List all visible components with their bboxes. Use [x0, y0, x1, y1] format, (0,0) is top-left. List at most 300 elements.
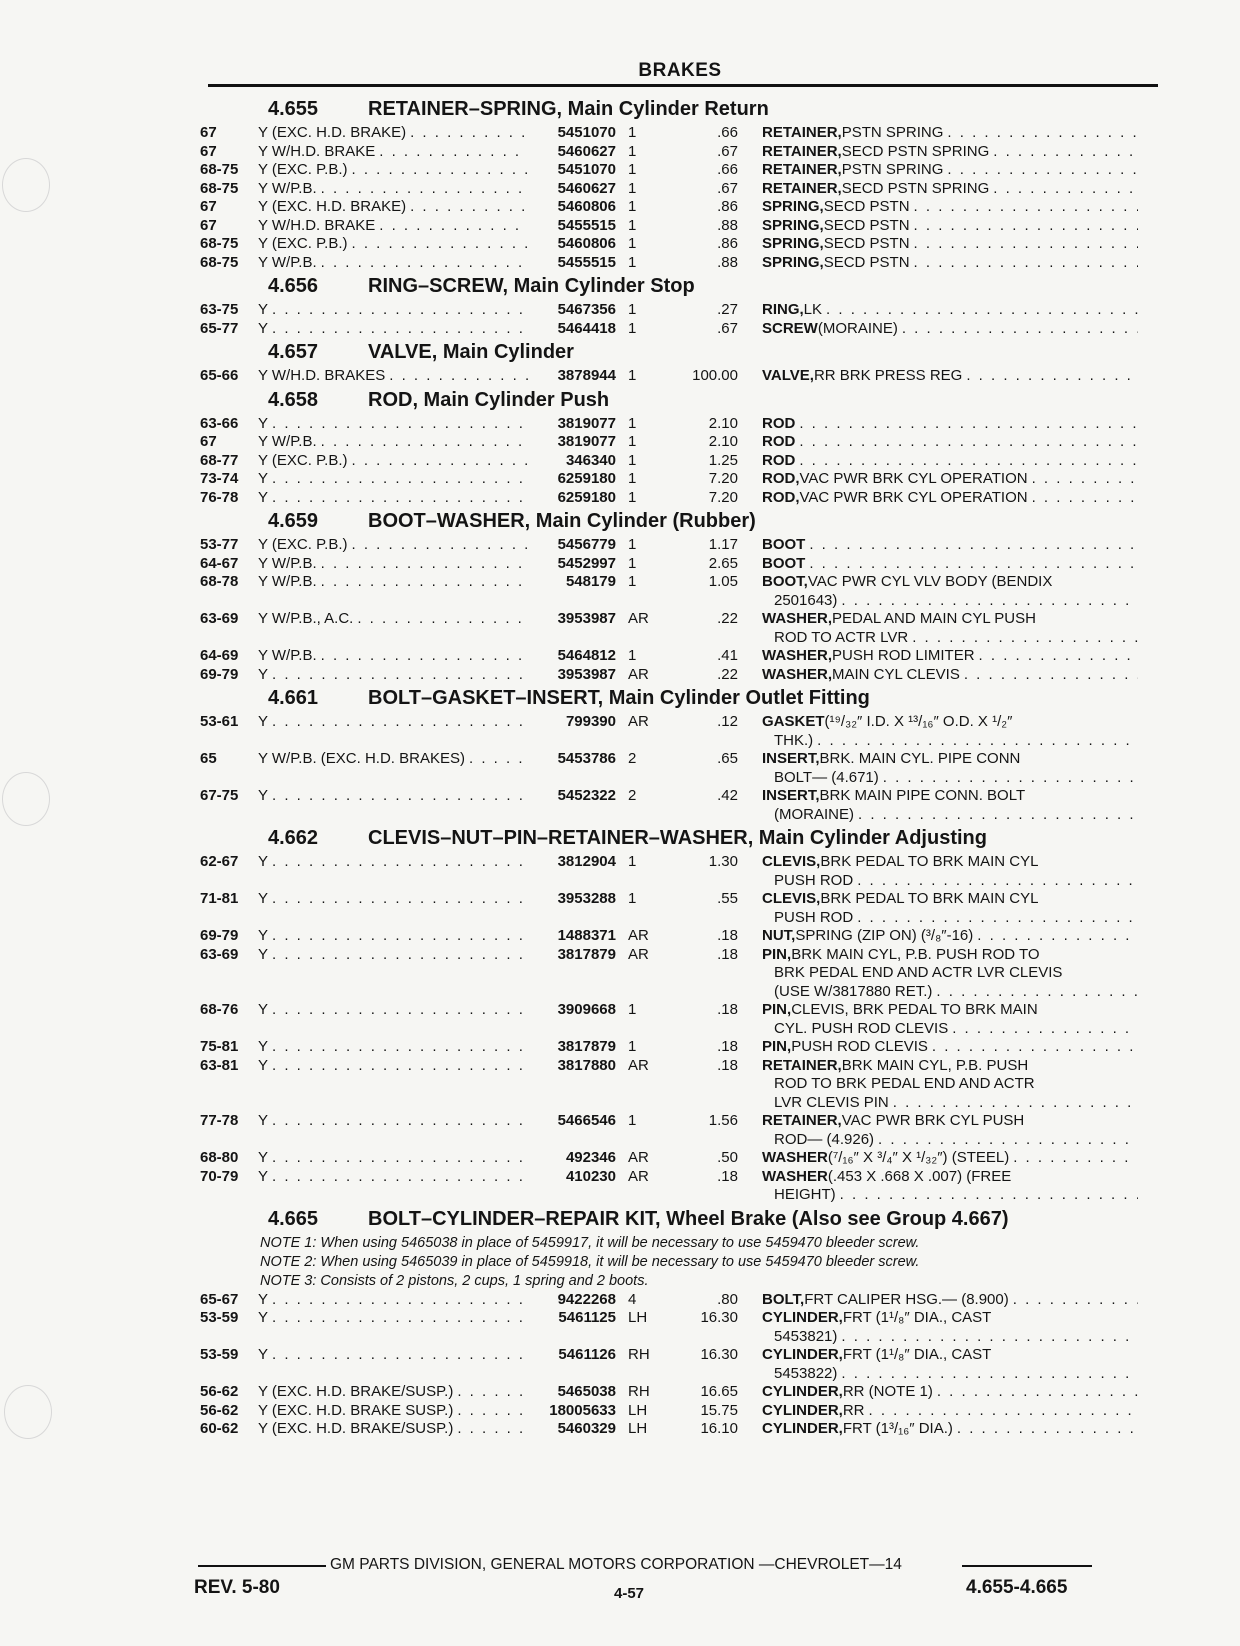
- description-text: VAC PWR BRK CYL OPERATION: [799, 488, 1028, 506]
- model-application: Y: [258, 1290, 269, 1308]
- dot-leader: [837, 1328, 1138, 1347]
- table-row: [200, 124, 1160, 143]
- description-text: (MORAINE): [774, 805, 854, 823]
- table-row: [200, 254, 1160, 273]
- description-line: [762, 301, 1138, 320]
- part-number: 5456779: [557, 536, 616, 553]
- model-years: 68-78: [200, 573, 239, 590]
- part-number: 5451070: [557, 161, 616, 178]
- dot-leader: [837, 592, 1138, 611]
- dot-leader: [795, 452, 1138, 471]
- quantity: 1: [628, 161, 637, 178]
- description-text: SECD PSTN: [823, 235, 910, 252]
- dot-leader: [837, 1365, 1138, 1384]
- description-cell: [738, 1420, 1138, 1439]
- description-text: LVR CLEVIS PIN: [774, 1093, 889, 1111]
- description-noun: BOOT: [762, 554, 806, 572]
- description-cell: [738, 320, 1138, 339]
- description-text: PSTN SPRING: [841, 161, 944, 178]
- table-row: [200, 1112, 1160, 1149]
- quantity: AR: [628, 1056, 649, 1074]
- table-row: [200, 415, 1160, 434]
- description-text: HEIGHT): [774, 1186, 836, 1203]
- model-application: Y: [258, 488, 269, 506]
- dot-leader: [347, 235, 528, 254]
- model-years: 65-66: [200, 367, 239, 384]
- description-cell: [738, 367, 1138, 386]
- table-row: [200, 1001, 1160, 1038]
- quantity: RH: [628, 1346, 650, 1363]
- dot-leader: [1009, 1291, 1138, 1310]
- model-years: 56-62: [200, 1383, 239, 1400]
- description-cell: [738, 1112, 1138, 1149]
- description-noun: CLEVIS,: [762, 853, 821, 870]
- description-noun: SPRING,: [762, 198, 824, 215]
- table-row: [200, 161, 1160, 180]
- dot-leader: [822, 301, 1138, 320]
- description-line: [762, 415, 1138, 434]
- description-line: [762, 452, 1138, 471]
- model-application: Y: [258, 853, 269, 870]
- description-noun: ROD,: [762, 488, 800, 506]
- model-cell: [258, 470, 528, 489]
- model-years: 60-62: [200, 1420, 239, 1437]
- dot-leader: [317, 573, 528, 610]
- model-cell: [258, 235, 528, 254]
- dot-leader: [347, 161, 528, 180]
- dot-leader: [347, 452, 528, 471]
- quantity: 4: [628, 1290, 637, 1308]
- part-number: 9422268: [557, 1290, 616, 1308]
- quantity: AR: [628, 927, 649, 944]
- note-line: NOTE 3: Consists of 2 pistons, 2 cups, 1 spring and 2 boots.: [260, 1272, 649, 1289]
- description-cell: [738, 301, 1138, 320]
- part-number: 3909668: [557, 1001, 616, 1018]
- dot-leader: [910, 198, 1138, 217]
- list-price: 1.56: [708, 1112, 738, 1129]
- list-price: .18: [717, 1167, 738, 1185]
- description-line: [762, 1094, 1138, 1113]
- description-text: BRK MAIN PIPE CONN. BOLT: [819, 787, 1026, 804]
- dot-leader: [943, 161, 1138, 180]
- model-cell: [258, 853, 528, 890]
- dot-leader: [1028, 470, 1138, 489]
- description-text: PUSH ROD LIMITER: [832, 647, 975, 664]
- description-text: SECD PSTN SPRING: [841, 179, 990, 197]
- description-noun: WASHER: [762, 1167, 828, 1185]
- description-cell: [738, 198, 1138, 217]
- section-heading: ROD, Main Cylinder Push: [368, 388, 610, 411]
- dot-leader: [910, 254, 1138, 273]
- list-price: 1.25: [708, 451, 738, 469]
- part-number: 3817880: [557, 1056, 616, 1074]
- description-cell: [738, 143, 1138, 162]
- model-years: 67: [200, 124, 217, 141]
- dot-leader: [317, 647, 528, 666]
- dot-leader: [453, 1383, 528, 1402]
- list-price: 15.75: [700, 1401, 738, 1419]
- description-cell: [738, 555, 1138, 574]
- dot-leader: [879, 769, 1138, 788]
- description-line: [762, 217, 1138, 236]
- list-price: 16.30: [700, 1346, 738, 1363]
- quantity: LH: [628, 1309, 648, 1326]
- description-cell: [738, 1383, 1138, 1402]
- description-text: SECD PSTN: [823, 253, 910, 271]
- dot-leader: [1028, 489, 1138, 508]
- model-application: Y W/P.B.: [258, 573, 317, 590]
- description-cell: [738, 1402, 1138, 1421]
- list-price: .66: [717, 161, 738, 178]
- part-number: 6259180: [557, 488, 616, 506]
- table-row: [200, 787, 1160, 824]
- description-line: [762, 235, 1138, 254]
- description-cell: [738, 750, 1138, 787]
- description-text: MAIN CYL CLEVIS: [832, 665, 960, 683]
- list-price: 16.65: [700, 1383, 738, 1400]
- model-application: Y (EXC. P.B.): [258, 161, 348, 178]
- section-title: [200, 1205, 1160, 1234]
- table-row: [200, 853, 1160, 890]
- description-noun: CYLINDER,: [762, 1309, 843, 1326]
- section-number: 4.661: [268, 687, 319, 709]
- description-text: ROD— (4.926): [774, 1130, 875, 1148]
- part-number: 5460806: [557, 235, 616, 252]
- quantity: 2: [628, 787, 637, 804]
- model-cell: [258, 666, 528, 685]
- dot-leader: [805, 536, 1138, 555]
- description-cell: [738, 470, 1138, 489]
- description-line: [762, 769, 1138, 788]
- table-row: [200, 489, 1160, 508]
- dot-leader: [375, 217, 528, 236]
- description-noun: SPRING,: [762, 216, 824, 234]
- part-number: 3819077: [557, 433, 616, 450]
- model-years: 67: [200, 198, 217, 215]
- part-number: 5460329: [557, 1420, 616, 1437]
- model-years: 67: [200, 433, 217, 450]
- quantity: LH: [628, 1420, 648, 1437]
- dot-leader: [268, 1112, 528, 1149]
- quantity: 1: [628, 890, 637, 907]
- description-line: [762, 1186, 1138, 1205]
- description-noun: SPRING,: [762, 253, 824, 271]
- model-application: Y (EXC. P.B.): [258, 536, 348, 553]
- model-years: 62-67: [200, 853, 239, 870]
- quantity: 1: [628, 414, 637, 432]
- model-application: Y: [258, 301, 269, 318]
- list-price: .66: [717, 124, 738, 141]
- model-years: 77-78: [200, 1112, 239, 1129]
- model-years: 63-66: [200, 414, 239, 432]
- section-title: [200, 272, 1160, 301]
- description-line: [762, 1420, 1138, 1439]
- description-text: BOLT— (4.671): [774, 768, 879, 786]
- dot-leader: [268, 890, 528, 927]
- description-line: [762, 647, 1138, 666]
- model-years: 68-80: [200, 1149, 239, 1166]
- list-price: .80: [717, 1290, 738, 1308]
- section-heading: BOOT–WASHER, Main Cylinder (Rubber): [368, 510, 756, 532]
- description-text: SPRING (ZIP ON) (³/₈″-16): [795, 927, 974, 944]
- description-noun: VALVE,: [762, 367, 814, 384]
- model-application: Y (EXC. H.D. BRAKE): [258, 124, 407, 141]
- dot-leader: [268, 713, 528, 750]
- part-number: 5460627: [557, 142, 616, 160]
- description-noun: RETAINER,: [762, 161, 842, 178]
- table-row: [200, 470, 1160, 489]
- model-cell: [258, 890, 528, 927]
- page-title: BRAKES: [638, 60, 722, 81]
- model-cell: [258, 647, 528, 666]
- part-number: 5452997: [557, 554, 616, 572]
- description-noun: PIN,: [762, 1038, 792, 1055]
- quantity: 1: [628, 124, 637, 141]
- dot-leader: [347, 536, 528, 555]
- description-cell: [738, 946, 1138, 1002]
- description-cell: [738, 713, 1138, 750]
- table-row: [200, 367, 1160, 386]
- list-price: .42: [717, 787, 738, 804]
- dot-leader: [805, 555, 1138, 574]
- description-cell: [738, 1001, 1138, 1038]
- description-text: PUSH ROD: [774, 871, 854, 889]
- table-row: [200, 433, 1160, 452]
- model-years: 68-75: [200, 179, 239, 197]
- model-application: Y (EXC. H.D. BRAKE/SUSP.): [258, 1420, 454, 1437]
- model-application: Y: [258, 890, 269, 907]
- table-row: [200, 536, 1160, 555]
- dot-leader: [933, 1383, 1138, 1402]
- model-years: 65-67: [200, 1290, 239, 1308]
- part-number: 3817879: [557, 1038, 616, 1055]
- quantity: 1: [628, 235, 637, 252]
- description-line: [762, 1075, 1138, 1094]
- dot-leader: [353, 610, 528, 647]
- model-years: 68-75: [200, 253, 239, 271]
- dot-leader: [854, 806, 1138, 825]
- description-cell: [738, 161, 1138, 180]
- list-price: .67: [717, 319, 738, 337]
- model-cell: [258, 1038, 528, 1057]
- description-noun: WASHER,: [762, 647, 833, 664]
- dot-leader: [317, 433, 528, 452]
- list-price: 100.00: [692, 367, 738, 384]
- quantity: AR: [628, 1149, 649, 1166]
- description-text: (MORAINE): [817, 319, 898, 337]
- description-text: VAC PWR BRK CYL PUSH: [841, 1112, 1025, 1129]
- description-noun: CYLINDER,: [762, 1420, 843, 1437]
- table-row: [200, 1346, 1160, 1383]
- dot-leader: [836, 1186, 1138, 1205]
- description-cell: [738, 647, 1138, 666]
- model-years: 65: [200, 750, 217, 767]
- model-years: 70-79: [200, 1167, 239, 1185]
- description-noun: GASKET: [762, 713, 825, 730]
- dot-leader: [795, 433, 1138, 452]
- description-noun: CLEVIS,: [762, 890, 821, 907]
- model-application: Y (EXC. H.D. BRAKE): [258, 198, 407, 215]
- description-cell: [738, 1309, 1138, 1346]
- table-row: [200, 1038, 1160, 1057]
- model-application: Y W/P.B.: [258, 647, 317, 664]
- table-row: [200, 217, 1160, 236]
- description-cell: [738, 890, 1138, 927]
- description-cell: [738, 217, 1138, 236]
- model-application: Y W/P.B., A.C.: [258, 610, 354, 627]
- table-row: [200, 143, 1160, 162]
- list-price: .27: [717, 301, 738, 318]
- description-line: [762, 806, 1138, 825]
- model-application: Y W/P.B.: [258, 179, 317, 197]
- part-number: 5453786: [557, 750, 616, 767]
- list-price: .67: [717, 179, 738, 197]
- list-price: 2.65: [708, 554, 738, 572]
- list-price: .41: [717, 647, 738, 664]
- description-line: [762, 787, 1138, 806]
- model-application: Y: [258, 1038, 269, 1055]
- dot-leader: [813, 732, 1138, 751]
- table-row: [200, 235, 1160, 254]
- dot-leader: [943, 124, 1138, 143]
- model-years: 53-59: [200, 1346, 239, 1363]
- model-cell: [258, 1383, 528, 1402]
- description-cell: [738, 1291, 1138, 1310]
- quantity: 1: [628, 433, 637, 450]
- quantity: 1: [628, 554, 637, 572]
- quantity: RH: [628, 1383, 650, 1400]
- section-title: [200, 824, 1160, 853]
- model-cell: [258, 198, 528, 217]
- model-application: Y (EXC. H.D. BRAKE/SUSP.): [258, 1383, 454, 1400]
- dot-leader: [889, 1094, 1138, 1113]
- description-cell: [738, 433, 1138, 452]
- description-noun: CYLINDER,: [762, 1346, 843, 1363]
- model-application: Y W/P.B.: [258, 253, 317, 271]
- model-cell: [258, 1420, 528, 1439]
- list-price: 16.30: [700, 1309, 738, 1326]
- model-cell: [258, 1112, 528, 1149]
- part-number: 5464418: [557, 319, 616, 337]
- model-cell: [258, 320, 528, 339]
- list-price: .18: [717, 1056, 738, 1074]
- model-application: Y: [258, 927, 269, 944]
- quantity: 1: [628, 451, 637, 469]
- quantity: LH: [628, 1401, 648, 1419]
- model-years: 71-81: [200, 890, 239, 907]
- description-text: BRK MAIN CYL, P.B. PUSH ROD TO: [791, 945, 1040, 963]
- quantity: 1: [628, 1001, 637, 1018]
- description-text: PSTN SPRING: [841, 124, 944, 141]
- description-text: BRK. MAIN CYL. PIPE CONN: [819, 750, 1021, 767]
- description-text: FRT (1³/₁₆″ DIA.): [842, 1420, 953, 1437]
- description-text: RR BRK PRESS REG: [813, 367, 963, 384]
- model-application: Y: [258, 1149, 269, 1166]
- section-heading: BOLT–CYLINDER–REPAIR KIT, Wheel Brake (Also see Group 4.667): [368, 1207, 1009, 1230]
- section-number: 4.657: [268, 341, 319, 363]
- part-number: 18005633: [549, 1401, 616, 1419]
- list-price: .18: [717, 1038, 738, 1055]
- description-cell: [738, 235, 1138, 254]
- table-row: [200, 301, 1160, 320]
- quantity: 1: [628, 142, 637, 160]
- quantity: AR: [628, 945, 649, 963]
- description-cell: [738, 536, 1138, 555]
- model-cell: [258, 946, 528, 1002]
- description-line: [762, 1365, 1138, 1384]
- dot-leader: [960, 666, 1138, 685]
- description-line: [762, 1291, 1138, 1310]
- table-row: [200, 647, 1160, 666]
- description-noun: NUT,: [762, 927, 796, 944]
- section-heading: RING–SCREW, Main Cylinder Stop: [368, 275, 695, 297]
- description-line: [762, 433, 1138, 452]
- table-row: [200, 927, 1160, 946]
- table-row: [200, 180, 1160, 199]
- dot-leader: [989, 180, 1138, 199]
- model-years: 67-75: [200, 787, 239, 804]
- description-line: [762, 1168, 1138, 1187]
- quantity: 1: [628, 301, 637, 318]
- dot-leader: [317, 555, 528, 574]
- description-text: FRT (1¹/₈″ DIA., CAST: [842, 1346, 992, 1363]
- description-line: [762, 161, 1138, 180]
- punch-hole-mark: [4, 1385, 52, 1439]
- dot-leader: [795, 415, 1138, 434]
- model-years: 63-75: [200, 301, 239, 318]
- dot-leader: [268, 1038, 528, 1057]
- model-cell: [258, 254, 528, 273]
- description-cell: [738, 1038, 1138, 1057]
- table-row: [200, 573, 1160, 610]
- description-text: FRT CALIPER HSG.— (8.900): [804, 1290, 1009, 1308]
- model-application: Y: [258, 665, 269, 683]
- model-application: Y: [258, 1167, 269, 1185]
- dot-leader: [268, 1057, 528, 1113]
- model-cell: [258, 1346, 528, 1383]
- model-years: 64-69: [200, 647, 239, 664]
- table-row: [200, 750, 1160, 787]
- description-line: [762, 1112, 1138, 1131]
- quantity: 1: [628, 253, 637, 271]
- list-price: 1.05: [708, 573, 738, 590]
- description-cell: [738, 787, 1138, 824]
- list-price: .65: [717, 750, 738, 767]
- part-number: 5464812: [557, 647, 616, 664]
- model-years: 56-62: [200, 1401, 239, 1419]
- model-application: Y W/H.D. BRAKE: [258, 142, 376, 160]
- model-cell: [258, 452, 528, 471]
- quantity: 1: [628, 319, 637, 337]
- dot-leader: [989, 143, 1138, 162]
- description-text: SECD PSTN: [823, 198, 910, 215]
- model-years: 63-69: [200, 610, 239, 627]
- part-number: 3819077: [557, 414, 616, 432]
- part-number: 5455515: [557, 216, 616, 234]
- part-number: 410230: [565, 1167, 616, 1185]
- model-cell: [258, 787, 528, 824]
- dot-leader: [973, 927, 1138, 946]
- model-cell: [258, 367, 528, 386]
- model-application: Y W/H.D. BRAKES: [258, 367, 386, 384]
- list-price: .22: [717, 610, 738, 627]
- part-number: 5460627: [557, 179, 616, 197]
- list-price: 16.10: [700, 1420, 738, 1437]
- dot-leader: [317, 180, 528, 199]
- model-application: Y W/H.D. BRAKE: [258, 216, 376, 234]
- quantity: 1: [628, 1038, 637, 1055]
- section-notes: [200, 1234, 1160, 1291]
